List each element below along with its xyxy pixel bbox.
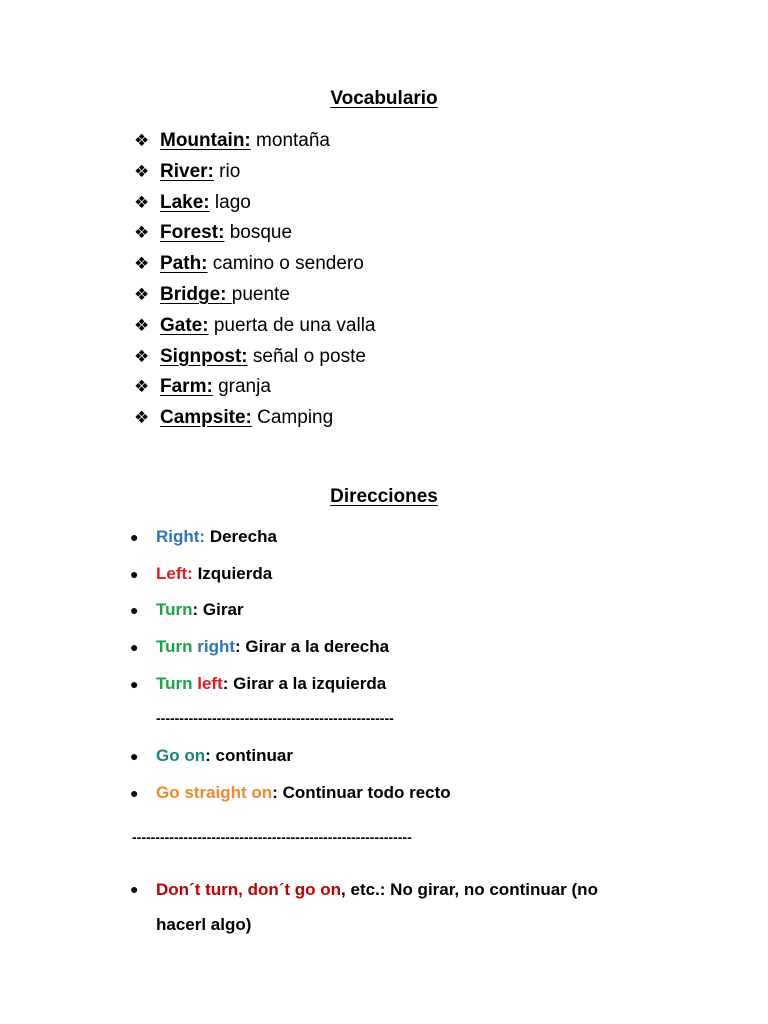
list-item-left: ● Left: Izquierda <box>130 562 272 586</box>
vocab-term: Signpost: <box>160 345 248 367</box>
vocab-translation: camino o sendero <box>212 253 364 275</box>
diamond-bullet-icon: ❖ <box>134 254 150 274</box>
vocab-term: Farm: <box>160 376 213 398</box>
vocab-translation: montaña <box>256 130 330 151</box>
vocab-term: Gate: <box>160 314 209 336</box>
list-item-dont <box>130 872 660 942</box>
diamond-bullet-icon: ❖ <box>134 223 150 243</box>
list-item-right: ● Right: Derecha <box>130 525 277 549</box>
list-item-turn-right: ● Turn right: Girar a la derecha <box>130 635 389 659</box>
vocab-term: River: <box>160 160 214 182</box>
vocab-term: Forest: <box>160 222 225 244</box>
round-bullet-icon: ● <box>130 748 139 764</box>
list-item <box>134 218 375 249</box>
round-bullet-icon: ● <box>130 881 139 897</box>
vocabulario-title: Vocabulario <box>330 88 438 109</box>
dont-line-1: Don´t turn, don´t go on, etc.: No girar, no continuar (no <box>156 880 598 899</box>
vocab-translation: granja <box>218 376 271 398</box>
list-item <box>134 342 375 373</box>
separator-line-1: --------------------------------------------------- <box>156 710 394 726</box>
list-item <box>134 403 375 434</box>
list-item <box>134 280 375 311</box>
list-item-turn-left: ● Turn left: Girar a la izquierda <box>130 672 386 696</box>
diamond-bullet-icon: ❖ <box>134 315 150 335</box>
vocab-translation: lago <box>214 191 251 213</box>
list-item <box>134 126 375 157</box>
diamond-bullet-icon: ❖ <box>134 408 150 428</box>
diamond-bullet-icon: ❖ <box>134 346 150 366</box>
directions-list-3 <box>130 598 244 622</box>
round-bullet-icon: ● <box>130 529 139 545</box>
directions-list-7 <box>130 781 451 805</box>
vocab-translation: señal o poste <box>252 345 366 367</box>
directions-list-4 <box>130 635 389 659</box>
vocab-translation: puente <box>231 283 290 305</box>
diamond-bullet-icon: ❖ <box>134 377 150 397</box>
vocab-term: Path: <box>160 253 208 275</box>
list-item-go-straight-on: ● Go straight on: Continuar todo recto <box>130 781 451 805</box>
list-item-go-on: ● Go on: continuar <box>130 744 293 768</box>
round-bullet-icon: ● <box>130 566 139 582</box>
directions-list-1 <box>130 525 277 549</box>
vocab-term: Campsite: <box>160 407 252 429</box>
vocab-translation: puerta de una valla <box>213 314 376 336</box>
round-bullet-icon: ● <box>130 785 139 801</box>
diamond-bullet-icon: ❖ <box>134 192 150 212</box>
directions-list-6 <box>130 744 293 768</box>
list-item <box>134 311 375 342</box>
round-bullet-icon: ● <box>130 676 139 692</box>
directions-list-5 <box>130 672 386 696</box>
round-bullet-icon: ● <box>130 639 139 655</box>
list-item-turn: ● Turn: Girar <box>130 598 244 622</box>
directions-list-2 <box>130 562 272 586</box>
diamond-bullet-icon: ❖ <box>134 161 150 181</box>
direcciones-title: Direcciones <box>330 486 438 507</box>
separator-line-2: ------------------------------------------------------------ <box>132 829 412 845</box>
vocab-term: Lake: <box>160 191 210 213</box>
vocabulary-list <box>134 126 375 434</box>
vocab-translation: bosque <box>229 222 293 244</box>
list-item <box>134 372 375 403</box>
list-item <box>134 188 375 219</box>
diamond-bullet-icon: ❖ <box>134 284 150 304</box>
list-item <box>134 157 375 188</box>
vocab-translation: rio <box>219 160 241 182</box>
dont-line-2: hacerl algo) <box>156 915 252 934</box>
vocab-term: Mountain: <box>160 130 251 151</box>
vocab-translation: Camping <box>257 407 334 429</box>
diamond-bullet-icon: ❖ <box>134 131 150 150</box>
vocab-term: Bridge: <box>160 283 232 305</box>
list-item <box>134 249 375 280</box>
round-bullet-icon: ● <box>130 602 139 618</box>
